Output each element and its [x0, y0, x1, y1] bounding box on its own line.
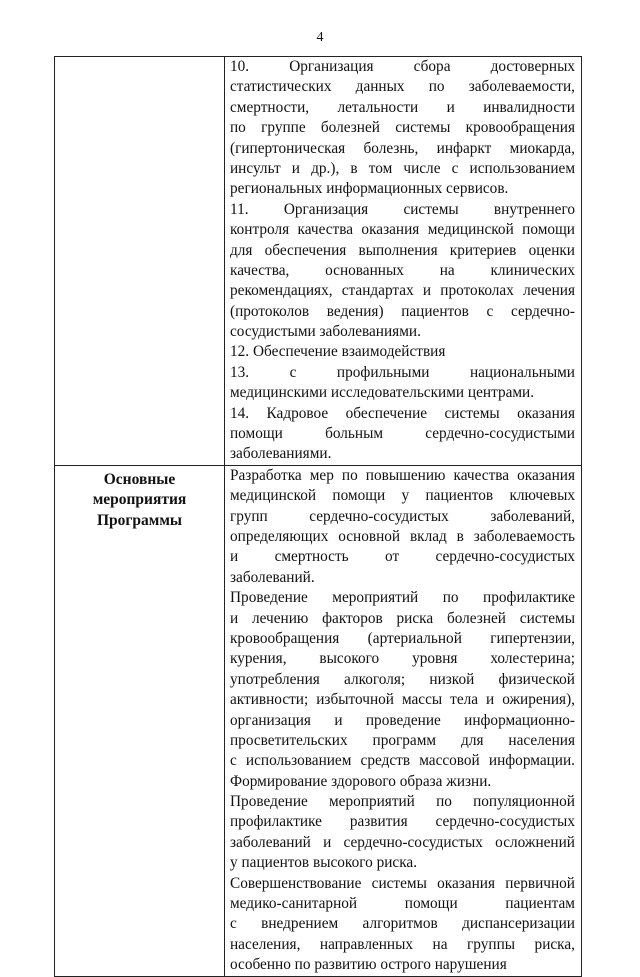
table-row-main-activities [55, 465, 582, 976]
text-line: смертности, летальности и инвалидности [230, 98, 575, 116]
heading-line: Программы [96, 511, 183, 529]
empty-label-cell [55, 57, 225, 466]
text-line: 11. Организация системы внутреннего [230, 200, 575, 218]
main-activities-heading [55, 465, 225, 976]
text-line: инсульт и др.), в том числе с использованием [230, 159, 575, 177]
text-line: для обеспечения выполнения критериев оценки [230, 241, 575, 259]
text-line: (протоколов ведения) пациентов с сердечно- [230, 302, 575, 320]
text-line: с использованием средств массовой информации. [230, 752, 575, 770]
text-line: и смертность от сердечно-сосудистых [230, 548, 575, 566]
text-line: профилактике развития сердечно-сосудистых [230, 813, 575, 831]
text-line: Разработка мер по повышению качества оказания [230, 466, 575, 484]
text-line: заболеваний. [230, 568, 315, 586]
activity-paragraph [230, 792, 575, 874]
text-line: Формирование здорового образа жизни. [230, 772, 492, 790]
text-line: статистических данных по заболеваемости, [230, 78, 575, 96]
activity-paragraph [230, 466, 575, 588]
text-line: качества, основанных на клинических [230, 261, 575, 279]
text-line: 12. Обеспечение взаимодействия [230, 343, 446, 361]
text-line: сосудистыми заболеваниями. [230, 323, 421, 341]
text-line: населения, направленных на группы риска, [230, 935, 575, 953]
program-table [54, 56, 582, 977]
text-line: курения, высокого уровня холестерина; [230, 650, 575, 668]
heading-line: мероприятия [92, 491, 187, 509]
tasks-cell [225, 57, 582, 466]
text-line: помощи больным сердечно-сосудистыми [230, 425, 575, 443]
task-item [230, 363, 575, 404]
text-line: рекомендациях, стандартах и протоколах лечения [230, 282, 575, 300]
text-line: заболеваний и сердечно-сосудистых осложнений [230, 833, 575, 851]
activity-paragraph [230, 874, 575, 976]
text-line: Проведение мероприятий по популяционной [230, 793, 575, 811]
task-item [230, 57, 575, 200]
table-row-tasks [55, 57, 582, 466]
text-line: и лечению факторов риска болезней системы [230, 609, 575, 627]
text-line: у пациентов высокого риска. [230, 854, 418, 872]
text-line: употребления алкоголя; низкой физической [230, 670, 575, 688]
text-line: по группе болезней системы кровообращения [230, 119, 575, 137]
text-line: 13. с профильными национальными [230, 363, 575, 381]
text-line: групп сердечно-сосудистых заболеваний, [230, 507, 575, 525]
text-line: контроля качества оказания медицинской помощи [230, 221, 575, 239]
text-line: особенно по развитию острого нарушения [230, 956, 507, 974]
text-line: с внедрением алгоритмов диспансеризации [230, 915, 575, 933]
text-line: медицинскими исследовательскими центрами. [230, 384, 535, 402]
text-line: медико-санитарной помощи пациентам [230, 895, 575, 913]
text-line: Совершенствование системы оказания первичной [230, 874, 575, 892]
text-line: определяющих основной вклад в заболеваемость [230, 527, 575, 545]
task-item [230, 404, 575, 465]
text-line: кровообращения (артериальной гипертензии, [230, 629, 575, 647]
text-line: медицинской помощи у пациентов ключевых [230, 487, 575, 505]
task-item [230, 200, 575, 343]
text-line: активности; избыточной массы тела и ожирения), [230, 691, 575, 709]
activity-paragraph [230, 588, 575, 792]
heading-line: Основные [103, 470, 176, 488]
page-number: 4 [316, 30, 324, 45]
task-item [230, 342, 575, 362]
text-line: Проведение мероприятий по профилактике [230, 589, 575, 607]
text-line: 10. Организация сбора достоверных [230, 58, 575, 75]
text-line: региональных информационных сервисов. [230, 180, 509, 198]
text-line: организация и проведение информационно- [230, 711, 575, 729]
main-activities-cell [225, 465, 582, 976]
text-line: заболеваниями. [230, 445, 332, 463]
text-line: (гипертоническая болезнь, инфаркт миокарда, [230, 139, 575, 157]
text-line: просветительских программ для населения [230, 731, 575, 749]
text-line: 14. Кадровое обеспечение системы оказания [230, 404, 575, 422]
